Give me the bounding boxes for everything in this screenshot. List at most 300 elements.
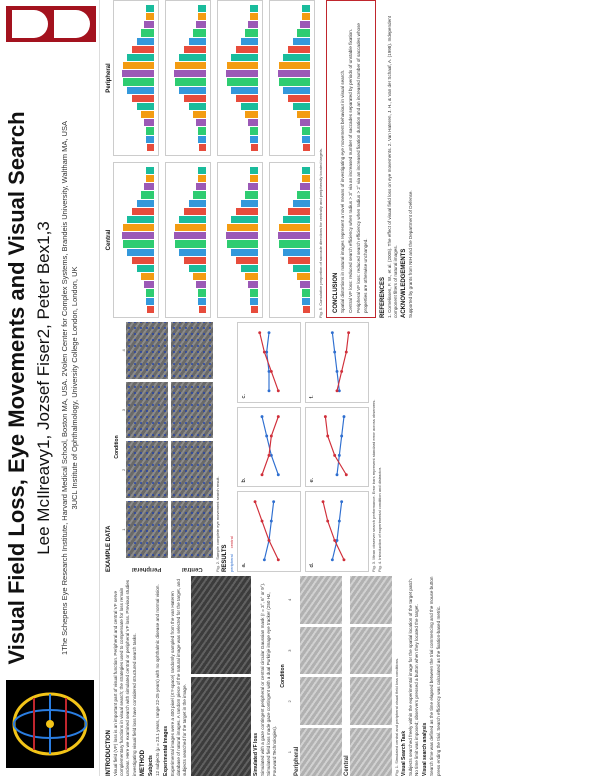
histogram-bar [199, 306, 206, 313]
series-point [345, 474, 348, 477]
condition-number: 3 [121, 409, 126, 412]
series-point [263, 350, 266, 353]
histogram-bar [198, 167, 206, 174]
histogram-bar [146, 136, 154, 143]
histogram-bar [198, 289, 206, 296]
series-point [340, 435, 343, 438]
histogram-bar [279, 62, 310, 69]
histogram-bar [144, 21, 154, 28]
histogram-bar [236, 257, 258, 264]
histogram-bar [250, 167, 258, 174]
series-point [254, 500, 257, 503]
histogram-bar [241, 38, 258, 45]
column-introduction-methods [104, 576, 600, 776]
histogram-bar [146, 5, 154, 12]
subjects-text: 12 subjects (μ = 23.1 years, range 22-25 years) with no ophthalmic disease and normal vision. [154, 584, 160, 776]
histogram-bar [302, 13, 310, 20]
histogram-bar [248, 281, 258, 288]
series-point [326, 520, 329, 523]
histogram-bar [245, 273, 258, 280]
series-point [277, 558, 280, 561]
histogram-bar [179, 216, 206, 223]
histogram-bar [300, 119, 310, 126]
result-line-plot [305, 407, 369, 488]
histogram-bar [199, 144, 206, 151]
series-point [333, 350, 336, 353]
series-point [333, 454, 336, 457]
series-point [347, 331, 350, 334]
histogram-bar [283, 249, 310, 256]
histogram-bar [278, 70, 310, 77]
histogram-bar [293, 103, 310, 110]
histogram-bar [127, 216, 154, 223]
result-plot-svg [238, 408, 300, 487]
saccade-histogram [269, 162, 315, 318]
histogram-bar [302, 127, 310, 134]
histogram-bar [293, 265, 310, 272]
series-point [336, 389, 339, 392]
histogram-bar [288, 95, 310, 102]
method-heading: METHOD [139, 750, 146, 776]
histogram-bar [248, 21, 258, 28]
histogram-bar [250, 289, 258, 296]
histogram-bar [300, 21, 310, 28]
histogram-bar [198, 13, 206, 20]
conclusion-text-3: Peripheral VF loss: reduced search efficiency when radius > 2° via an increased fixation duration and an increased number of saccades whose properties are otherwise unchanged. [356, 23, 368, 313]
condition-number: 4 [121, 349, 126, 352]
histogram-bar [147, 306, 154, 313]
histogram-bar [250, 127, 258, 134]
histogram-bar [279, 240, 310, 247]
histogram-bar [227, 240, 258, 247]
result-plot-svg [306, 408, 368, 487]
panel-label: e. [308, 478, 315, 483]
saccade-histogram [217, 162, 263, 318]
histogram-bar [196, 21, 206, 28]
histogram-bar [184, 46, 206, 53]
simulated-text: Simulated with a gaze contingent peripheral or central circular Gaussian mask (r = 3°, 6° or 9°). Simulated field loss made gaze contingent with a dual Purkinje image eye tracker (250 Hz, Fourward Technologies). [259, 582, 277, 776]
affiliations [60, 40, 80, 736]
histogram-bar [241, 265, 258, 272]
histogram-bar [123, 62, 154, 69]
histogram-bar [127, 87, 154, 94]
histogram-bar [241, 200, 258, 207]
histogram-bar [132, 95, 154, 102]
peripheral-image-row [300, 576, 342, 776]
histogram-bar [196, 183, 206, 190]
result-line-plot [305, 322, 369, 403]
poster-header [0, 0, 100, 776]
example-central-row [171, 322, 213, 572]
histogram-bar [123, 224, 154, 231]
histogram-bar [300, 183, 310, 190]
condition-number-row [287, 576, 292, 776]
references-heading: REFERENCES [379, 276, 386, 318]
panel-label: a. [240, 562, 247, 568]
condition-number: 1 [287, 751, 293, 754]
series-point [261, 474, 264, 477]
row-label-central: Central [181, 566, 203, 572]
series-point [268, 331, 271, 334]
histogram-bar [198, 298, 206, 305]
scanpath-image [171, 501, 213, 558]
conclusion-heading: CONCLUSION [333, 272, 339, 313]
histogram-bar [132, 208, 154, 215]
example-image [191, 576, 251, 675]
column-distributions-conclusion [104, 0, 600, 318]
scanpath-image [126, 442, 168, 499]
stimulus-image [350, 576, 392, 624]
result-line-plot [305, 491, 369, 572]
histogram-bar [288, 208, 310, 215]
histogram-bar [174, 70, 206, 77]
histogram-bar [279, 78, 310, 85]
histogram-bar [302, 289, 310, 296]
histogram-bar [144, 183, 154, 190]
histogram-bar [132, 257, 154, 264]
column-example-results [104, 322, 600, 572]
series-point [272, 500, 275, 503]
histogram-bar [226, 232, 258, 239]
row-label-central: Central [344, 755, 351, 776]
row-label-peripheral: Peripheral [132, 566, 162, 572]
scanpath-image [126, 501, 168, 558]
saccade-histogram [165, 0, 211, 156]
histogram-bar [141, 29, 154, 36]
result-line-plot [237, 491, 301, 572]
histogram-bar [189, 38, 206, 45]
saccade-histogram [165, 162, 211, 318]
histogram-bar [300, 281, 310, 288]
scanpath-image [171, 442, 213, 499]
condition-number: 3 [287, 649, 293, 652]
histogram-bar [193, 111, 206, 118]
result-plot-svg [238, 323, 300, 402]
saccade-histogram [113, 162, 159, 318]
histogram-bar [132, 46, 154, 53]
histogram-bar [248, 183, 258, 190]
histogram-bar [303, 144, 310, 151]
subjects-heading: Subjects [147, 755, 154, 776]
distribution-plot-grid [113, 0, 315, 318]
search-heading: Visual Search Task [401, 730, 408, 776]
condition-number: 1 [121, 528, 126, 531]
distribution-headings [104, 0, 113, 318]
histogram-bar [236, 95, 258, 102]
analysis-heading: Visual search analysis [422, 722, 429, 776]
scanpath-image [171, 322, 213, 379]
results-heading: RESULTS [222, 544, 228, 572]
histogram-bar [198, 136, 206, 143]
histogram-bar [122, 70, 154, 77]
histogram-bars [170, 167, 206, 313]
histogram-bar [123, 240, 154, 247]
series-point [277, 389, 280, 392]
condition-label: Condition [114, 435, 120, 459]
histogram-bar [141, 273, 154, 280]
stimulus-image [350, 627, 392, 675]
series-point [258, 331, 261, 334]
histogram-bar [179, 87, 206, 94]
experimental-text: Experimental images were a 400 pixel (XY-space) randomly sampled from the van Hateren database of natural images. A random piece of the natural image was selected for the target, and subjects searched for the target in the image. [169, 579, 188, 776]
histogram-bar [250, 13, 258, 20]
histogram-bar [198, 127, 206, 134]
histogram-bar [303, 306, 310, 313]
histogram-bar [184, 257, 206, 264]
result-plot-grid [237, 322, 369, 572]
histogram-bars [222, 167, 258, 313]
histogram-bar [193, 273, 206, 280]
saccade-histogram [217, 0, 263, 156]
histogram-bar [196, 119, 206, 126]
histogram-bar [141, 111, 154, 118]
intro-text: Visual field (VF) loss is an important part of visual function. Peripheral and central VF serve complementary functions in visual search; the strategies used to compensate for loss remain unclear. Here we examined search with simulated central or peripheral VF loss. Previous studies investigating visual field loss have considered structured search tasks. [113, 579, 137, 776]
search-text: Subjects searched freely within the experimental image for the spatial location of the target patch. No time limit was imposed; observers pressed a button when they located the target. [408, 578, 420, 776]
references-text: 1. Cornelissen, F. W., et al. (2005). The effect of visual field loss on eye movements. 2. Van Hateren, J. H., & Van der Schaaf, A. (1998). Independent component filters of natural images. [386, 16, 398, 318]
example-image-pair [191, 576, 251, 776]
histogram-bar [146, 127, 154, 134]
series-point [338, 454, 341, 457]
fig2-caption: Fig. 2. Sample complete eye movement search result. [215, 476, 220, 572]
result-plot-svg [306, 492, 368, 571]
harvard-logo [6, 6, 96, 42]
histogram-bar [297, 111, 310, 118]
example-data-heading: EXAMPLE DATA [106, 525, 112, 572]
histogram-bar [146, 167, 154, 174]
histogram-bar [278, 232, 310, 239]
series-point [268, 539, 271, 542]
histogram-bar [123, 78, 154, 85]
histogram-bar [184, 208, 206, 215]
fig1-caption: Fig. 1. Simulated central and peripheral visual field loss conditions. [394, 657, 400, 776]
simulated-heading: Simulated VF loss [252, 732, 259, 776]
histogram-bar [146, 298, 154, 305]
series-point [265, 435, 268, 438]
histogram-bar [226, 70, 258, 77]
scanpath-image [126, 322, 168, 379]
series-point [336, 370, 339, 373]
panel-label: d. [308, 562, 315, 568]
histogram-bar [175, 62, 206, 69]
series-point [261, 520, 264, 523]
histogram-bar [293, 200, 310, 207]
histogram-bar [147, 144, 154, 151]
histogram-bar [184, 95, 206, 102]
example-image [191, 678, 251, 776]
series-point [263, 558, 266, 561]
series-point [270, 370, 273, 373]
histogram-bar [302, 136, 310, 143]
histogram-bar [144, 281, 154, 288]
experimental-heading: Experimental Images [162, 725, 169, 776]
analysis-text: Search time was defined as the time elapsed between the trial commencing and the mouse button press ending the trial. Search efficiency was calculated as the fixation-based metric. [429, 576, 441, 776]
histogram-bar [251, 144, 258, 151]
histogram-bar [227, 224, 258, 231]
series-point [343, 416, 346, 419]
histogram-bar [297, 191, 310, 198]
example-peripheral-images [126, 322, 168, 558]
example-central-images [171, 322, 213, 558]
panel-label: c. [240, 393, 247, 399]
conclusion-box [326, 0, 376, 318]
result-line-plot [237, 322, 301, 403]
histogram-bar [146, 13, 154, 20]
peripheral-column-heading: Peripheral [106, 63, 112, 93]
stimulus-image [300, 576, 342, 624]
histogram-bar [236, 46, 258, 53]
histogram-bars [222, 5, 258, 151]
histogram-bar [146, 175, 154, 182]
series-point [322, 500, 325, 503]
row-label-peripheral: Peripheral [294, 746, 301, 776]
panel-label: f. [308, 394, 315, 399]
histogram-bars [274, 167, 310, 313]
series-point [326, 435, 329, 438]
central-image-row [350, 576, 392, 776]
legend-central: central [229, 536, 234, 549]
histogram-bar [302, 175, 310, 182]
series-point [331, 331, 334, 334]
series-point [268, 389, 271, 392]
scanpath-image [171, 382, 213, 439]
series-point [343, 558, 346, 561]
shield-icon [54, 10, 90, 38]
histogram-bar [127, 249, 154, 256]
histogram-bar [248, 119, 258, 126]
panel-label: b. [240, 478, 247, 483]
condition-number: 4 [287, 598, 293, 601]
series-point [340, 500, 343, 503]
scanpath-image [126, 382, 168, 439]
series-point [277, 474, 280, 477]
saccade-histogram [269, 0, 315, 156]
histogram-bar [293, 38, 310, 45]
result-line-plot [237, 407, 301, 488]
saccade-histogram [113, 0, 159, 156]
series-point [261, 416, 264, 419]
histogram-bar [193, 191, 206, 198]
histogram-bar [297, 273, 310, 280]
histogram-bars [274, 5, 310, 151]
intro-heading: INTRODUCTION [106, 730, 112, 776]
series-point [270, 435, 273, 438]
histogram-bar [137, 38, 154, 45]
histogram-bar [250, 298, 258, 305]
histogram-bar [198, 175, 206, 182]
result-plot-svg [238, 492, 300, 571]
acknowledgements-text: Supported by grants from NIH and the Department of Defense. [408, 190, 414, 318]
histogram-bars [118, 5, 154, 151]
example-peripheral-row [126, 322, 168, 572]
histogram-bars [118, 167, 154, 313]
histogram-bar [174, 232, 206, 239]
histogram-bar [245, 29, 258, 36]
histogram-bar [283, 54, 310, 61]
condition-label: Condition [280, 664, 287, 688]
histogram-bar [179, 54, 206, 61]
histogram-bar [175, 224, 206, 231]
histogram-bar [241, 103, 258, 110]
legend-peripheral: peripheral [229, 554, 234, 572]
histogram-bar [144, 119, 154, 126]
stimulus-image [300, 728, 342, 776]
histogram-bar [137, 103, 154, 110]
series-point [270, 520, 273, 523]
series-line [337, 332, 349, 390]
series-point [338, 520, 341, 523]
affiliation-line-1: 1The Schepens Eye Research Institute, Harvard Medical School, Boston MA, USA. 2Volen Center for Complex Systems, Brandeis University, Waltham MA, USA [60, 121, 69, 655]
histogram-bar [189, 200, 206, 207]
fig4-caption: Fig. 4. Introduction of experimental condition and distractor. [377, 467, 382, 572]
series-point [277, 416, 280, 419]
series-point [333, 539, 336, 542]
histogram-bars [170, 5, 206, 151]
histogram-bar [179, 249, 206, 256]
series-point [324, 416, 327, 419]
histogram-bar [122, 232, 154, 239]
stimulus-image [350, 678, 392, 726]
fig3-caption: Fig. 3. Mean observer search performance. Error bars represent standard error across observers. [371, 399, 376, 572]
histogram-bar [279, 224, 310, 231]
histogram-bar [236, 208, 258, 215]
histogram-bar [175, 240, 206, 247]
histogram-bar [227, 62, 258, 69]
stimulus-image [300, 627, 342, 675]
histogram-bar [302, 167, 310, 174]
poster-title: Visual Field Loss, Eye Movements and Visual Search [4, 111, 29, 665]
histogram-bar [250, 5, 258, 12]
histogram-bar [141, 191, 154, 198]
histogram-bar [250, 175, 258, 182]
histogram-bar [137, 200, 154, 207]
histogram-bar [231, 54, 258, 61]
histogram-bar [231, 87, 258, 94]
condition-number: 2 [121, 468, 126, 471]
fig5-caption: Fig. 5. Cumulative proportion of saccade directions for centrally and peripherally located targets. [318, 148, 323, 318]
histogram-bar [193, 29, 206, 36]
histogram-bar [137, 265, 154, 272]
histogram-bar [302, 298, 310, 305]
author-list: Lee McIlreavy1, Jozsef Fiser2, Peter Bex1,3 [34, 221, 53, 555]
histogram-bar [198, 5, 206, 12]
histogram-bar [250, 136, 258, 143]
series-point [336, 474, 339, 477]
conclusion-text-1: Spatial distortions in natural images represent a novel means of investigating eye movement behaviour in visual search. [340, 69, 345, 313]
series-line [332, 332, 339, 390]
histogram-bar [302, 5, 310, 12]
histogram-bar [189, 265, 206, 272]
histogram-bar [146, 289, 154, 296]
series-point [345, 350, 348, 353]
condition-number: 2 [287, 700, 293, 703]
stimulus-image [300, 678, 342, 726]
histogram-bar [288, 46, 310, 53]
histogram-bar [283, 216, 310, 223]
central-column-heading: Central [106, 229, 112, 251]
histogram-bar [297, 29, 310, 36]
histogram-bar [245, 111, 258, 118]
shield-icon [12, 10, 48, 38]
histogram-bar [288, 257, 310, 264]
histogram-bar [231, 249, 258, 256]
histogram-bar [251, 306, 258, 313]
histogram-bar [245, 191, 258, 198]
stimulus-image [350, 728, 392, 776]
histogram-bar [175, 78, 206, 85]
histogram-bar [227, 78, 258, 85]
histogram-bar [196, 281, 206, 288]
histogram-bar [189, 103, 206, 110]
